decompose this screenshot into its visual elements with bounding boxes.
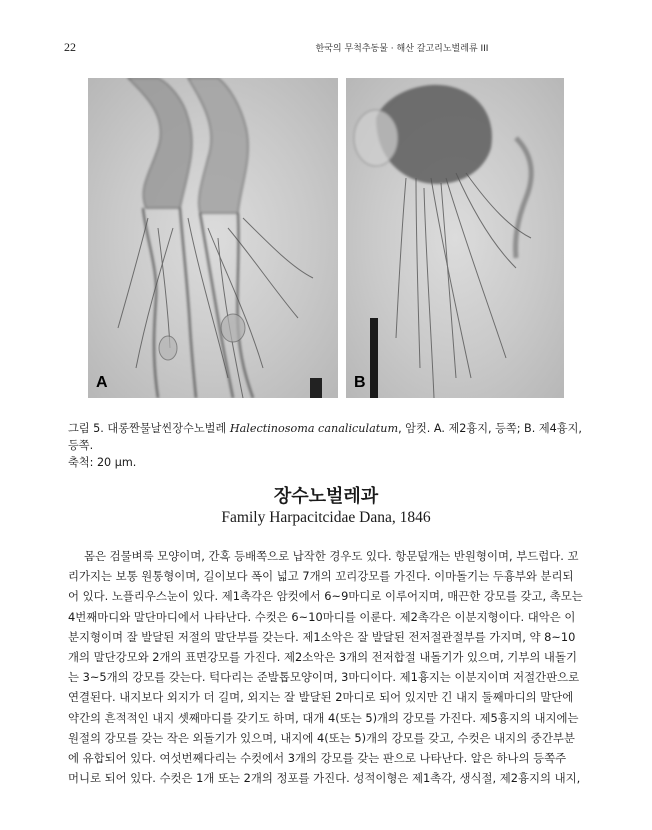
body-line: 원절의 강모를 갖는 작은 외돌기가 있으며, 내지에 4(또는 5)개의 강모를 갖고, 수컷은 내지의 중간부분 [68,730,575,745]
body-line: 몸은 검물벼룩 모양이며, 간혹 등배쪽으로 납작한 경우도 있다. 항문덮개는 반원형이며, 부드럽다. 꼬 [84,549,579,563]
body-line: 에 유합되어 있다. 여섯번째다리는 수컷에서 3개의 강모를 갖는 판으로 나타난다. 알은 하나의 등쪽주 [68,751,567,766]
body-line: 어 있다. 노플리우스눈이 있다. 제1촉각은 암컷에서 6~9마디로 이루어지며, 매끈한 강모를 갖고, 촉모는 [68,589,583,604]
body-line: 개의 말단강모와 2개의 표면강모를 가진다. 제2소악은 3개의 전저합절 내돌기가 있으며, 기부의 내돌기 [68,650,577,665]
body-line: 머니로 되어 있다. 수컷은 1개 또는 2개의 정포를 가진다. 성적이형은 제1촉각, 생식절, 제2흉지의 내지, [68,771,581,786]
body-line: 리가지는 보통 원통형이며, 길이보다 폭이 넓고 7개의 꼬리강모를 가진다. 이마돌기는 두흉부와 분리되 [68,569,574,584]
page-number: 22 [64,40,76,54]
caption-prefix: 그림 5. 대롱짠물날씬장수노벌레 [68,422,230,435]
micrograph-b-image [346,78,564,398]
body-line: 분지형이며 잘 발달된 저절의 말단부를 갖는다. 제1소악은 잘 발달된 전저절관절부를 가지며, 약 8~10 [68,629,576,644]
running-header: 한국의 무척추동물 · 해산 갈고리노벌레류 III [315,44,489,54]
body-line: 약간의 흔적적인 내지 셋째마디를 갖기도 하며, 대개 4(또는 5)개의 강모를 가진다. 제5흉지의 내지에는 [68,710,579,725]
micrograph-a-image [88,78,338,398]
micrograph-panel-b [346,78,564,398]
section-title-korean: 장수노벌레과 [273,486,379,507]
body-line: 4번째마디와 말단마디에서 나타난다. 수컷은 6~10마디를 이룬다. 제2촉각은 이분지형이다. 대악은 이 [68,609,576,624]
section-title-english: Family Harpacitcidae Dana, 1846 [221,509,431,526]
caption-suffix: , 암컷. A. 제2흉지, 등쪽; B. 제4흉지, 등쪽. [68,422,582,452]
figure [88,78,564,398]
body-paragraph [68,546,584,788]
micrograph-panel-a [88,78,338,398]
caption-scale: 축척: 20 μm. [68,456,137,469]
caption-species-name: Halectinosoma canaliculatum [229,422,399,435]
panel-label-a: A [96,374,108,391]
body-line: 연결된다. 내지보다 외지가 더 길며, 외지는 잘 발달된 2마디로 되어 있지만 긴 내지 둘째마디의 말단에 [68,690,574,705]
figure-caption [68,420,586,471]
panel-label-b: B [354,374,366,391]
body-line: 는 3~5개의 강모를 갖는다. 턱다리는 준발톱모양이며, 3마디이다. 제1흉지는 이분지이며 저절간판으로 [68,670,580,685]
